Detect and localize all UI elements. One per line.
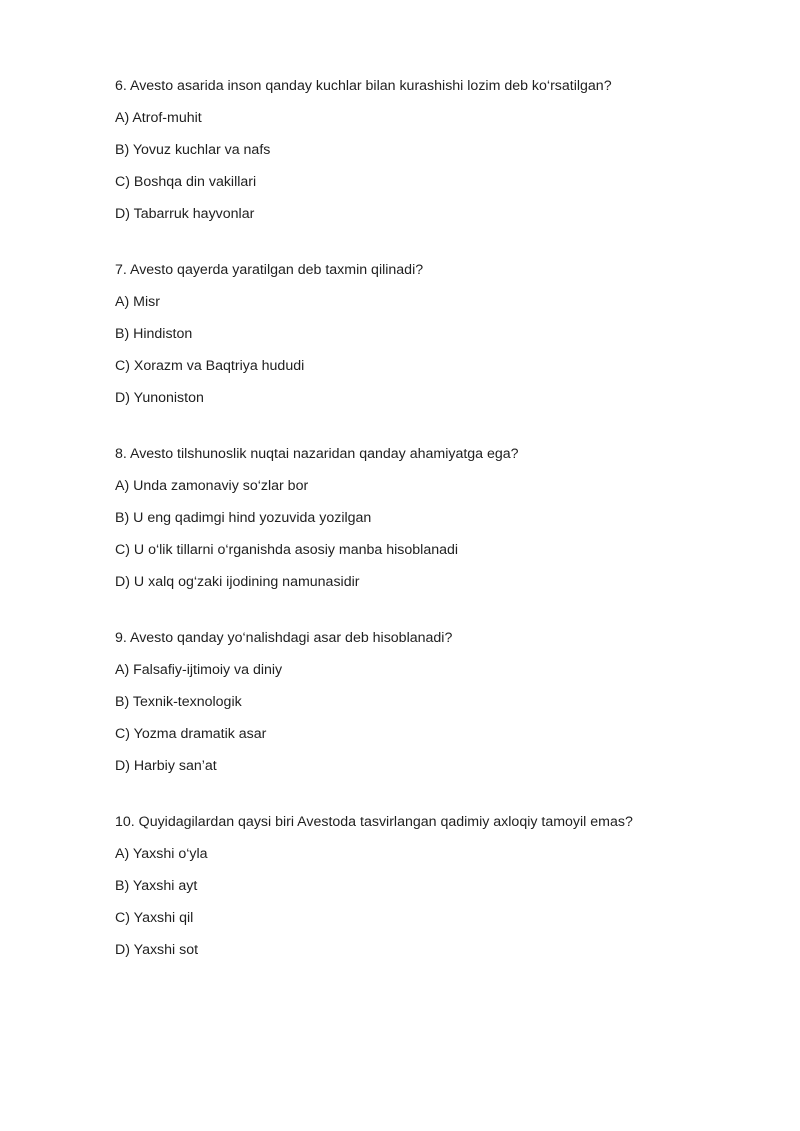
option-d: D) Tabarruk hayvonlar xyxy=(115,206,255,222)
option-d: D) U xalq og‘zaki ijodining namunasidir xyxy=(115,574,360,590)
option-c: C) Yaxshi qil xyxy=(115,910,194,926)
option-b: B) Yaxshi ayt xyxy=(115,878,198,894)
option-d: D) Yaxshi sot xyxy=(115,942,199,958)
option-a: A) Yaxshi o‘yla xyxy=(115,846,208,862)
question-8 xyxy=(115,442,755,594)
option-c: C) Xorazm va Baqtriya hududi xyxy=(115,358,305,374)
option-c: C) Yozma dramatik asar xyxy=(115,726,267,742)
option-d: D) Yunoniston xyxy=(115,390,204,406)
question-7 xyxy=(115,258,755,410)
option-b: B) U eng qadimgi hind yozuvida yozilgan xyxy=(115,510,372,526)
option-a: A) Misr xyxy=(115,294,160,310)
question-10 xyxy=(115,810,755,962)
option-b: B) Texnik-texnologik xyxy=(115,694,242,710)
option-b: B) Yovuz kuchlar va nafs xyxy=(115,142,271,158)
question-text: 6. Avesto asarida inson qanday kuchlar bilan kurashishi lozim deb ko‘rsatilgan? xyxy=(115,78,612,94)
option-d: D) Harbiy san’at xyxy=(115,758,217,774)
question-text: 8. Avesto tilshunoslik nuqtai nazaridan qanday ahamiyatga ega? xyxy=(115,446,519,462)
option-b: B) Hindiston xyxy=(115,326,193,342)
question-9 xyxy=(115,626,755,778)
question-text: 10. Quyidagilardan qaysi biri Avestoda tasvirlangan qadimiy axloqiy tamoyil emas? xyxy=(115,814,633,830)
option-a: A) Unda zamonaviy so‘zlar bor xyxy=(115,478,309,494)
question-text: 9. Avesto qanday yo‘nalishdagi asar deb hisoblanadi? xyxy=(115,630,453,646)
option-c: C) U o‘lik tillarni o‘rganishda asosiy manba hisoblanadi xyxy=(115,542,459,558)
option-a: A) Atrof-muhit xyxy=(115,110,202,126)
option-a: A) Falsafiy-ijtimoiy va diniy xyxy=(115,662,283,678)
question-text: 7. Avesto qayerda yaratilgan deb taxmin qilinadi? xyxy=(115,262,424,278)
question-6 xyxy=(115,74,755,226)
option-c: C) Boshqa din vakillari xyxy=(115,174,257,190)
document-page xyxy=(115,74,755,994)
